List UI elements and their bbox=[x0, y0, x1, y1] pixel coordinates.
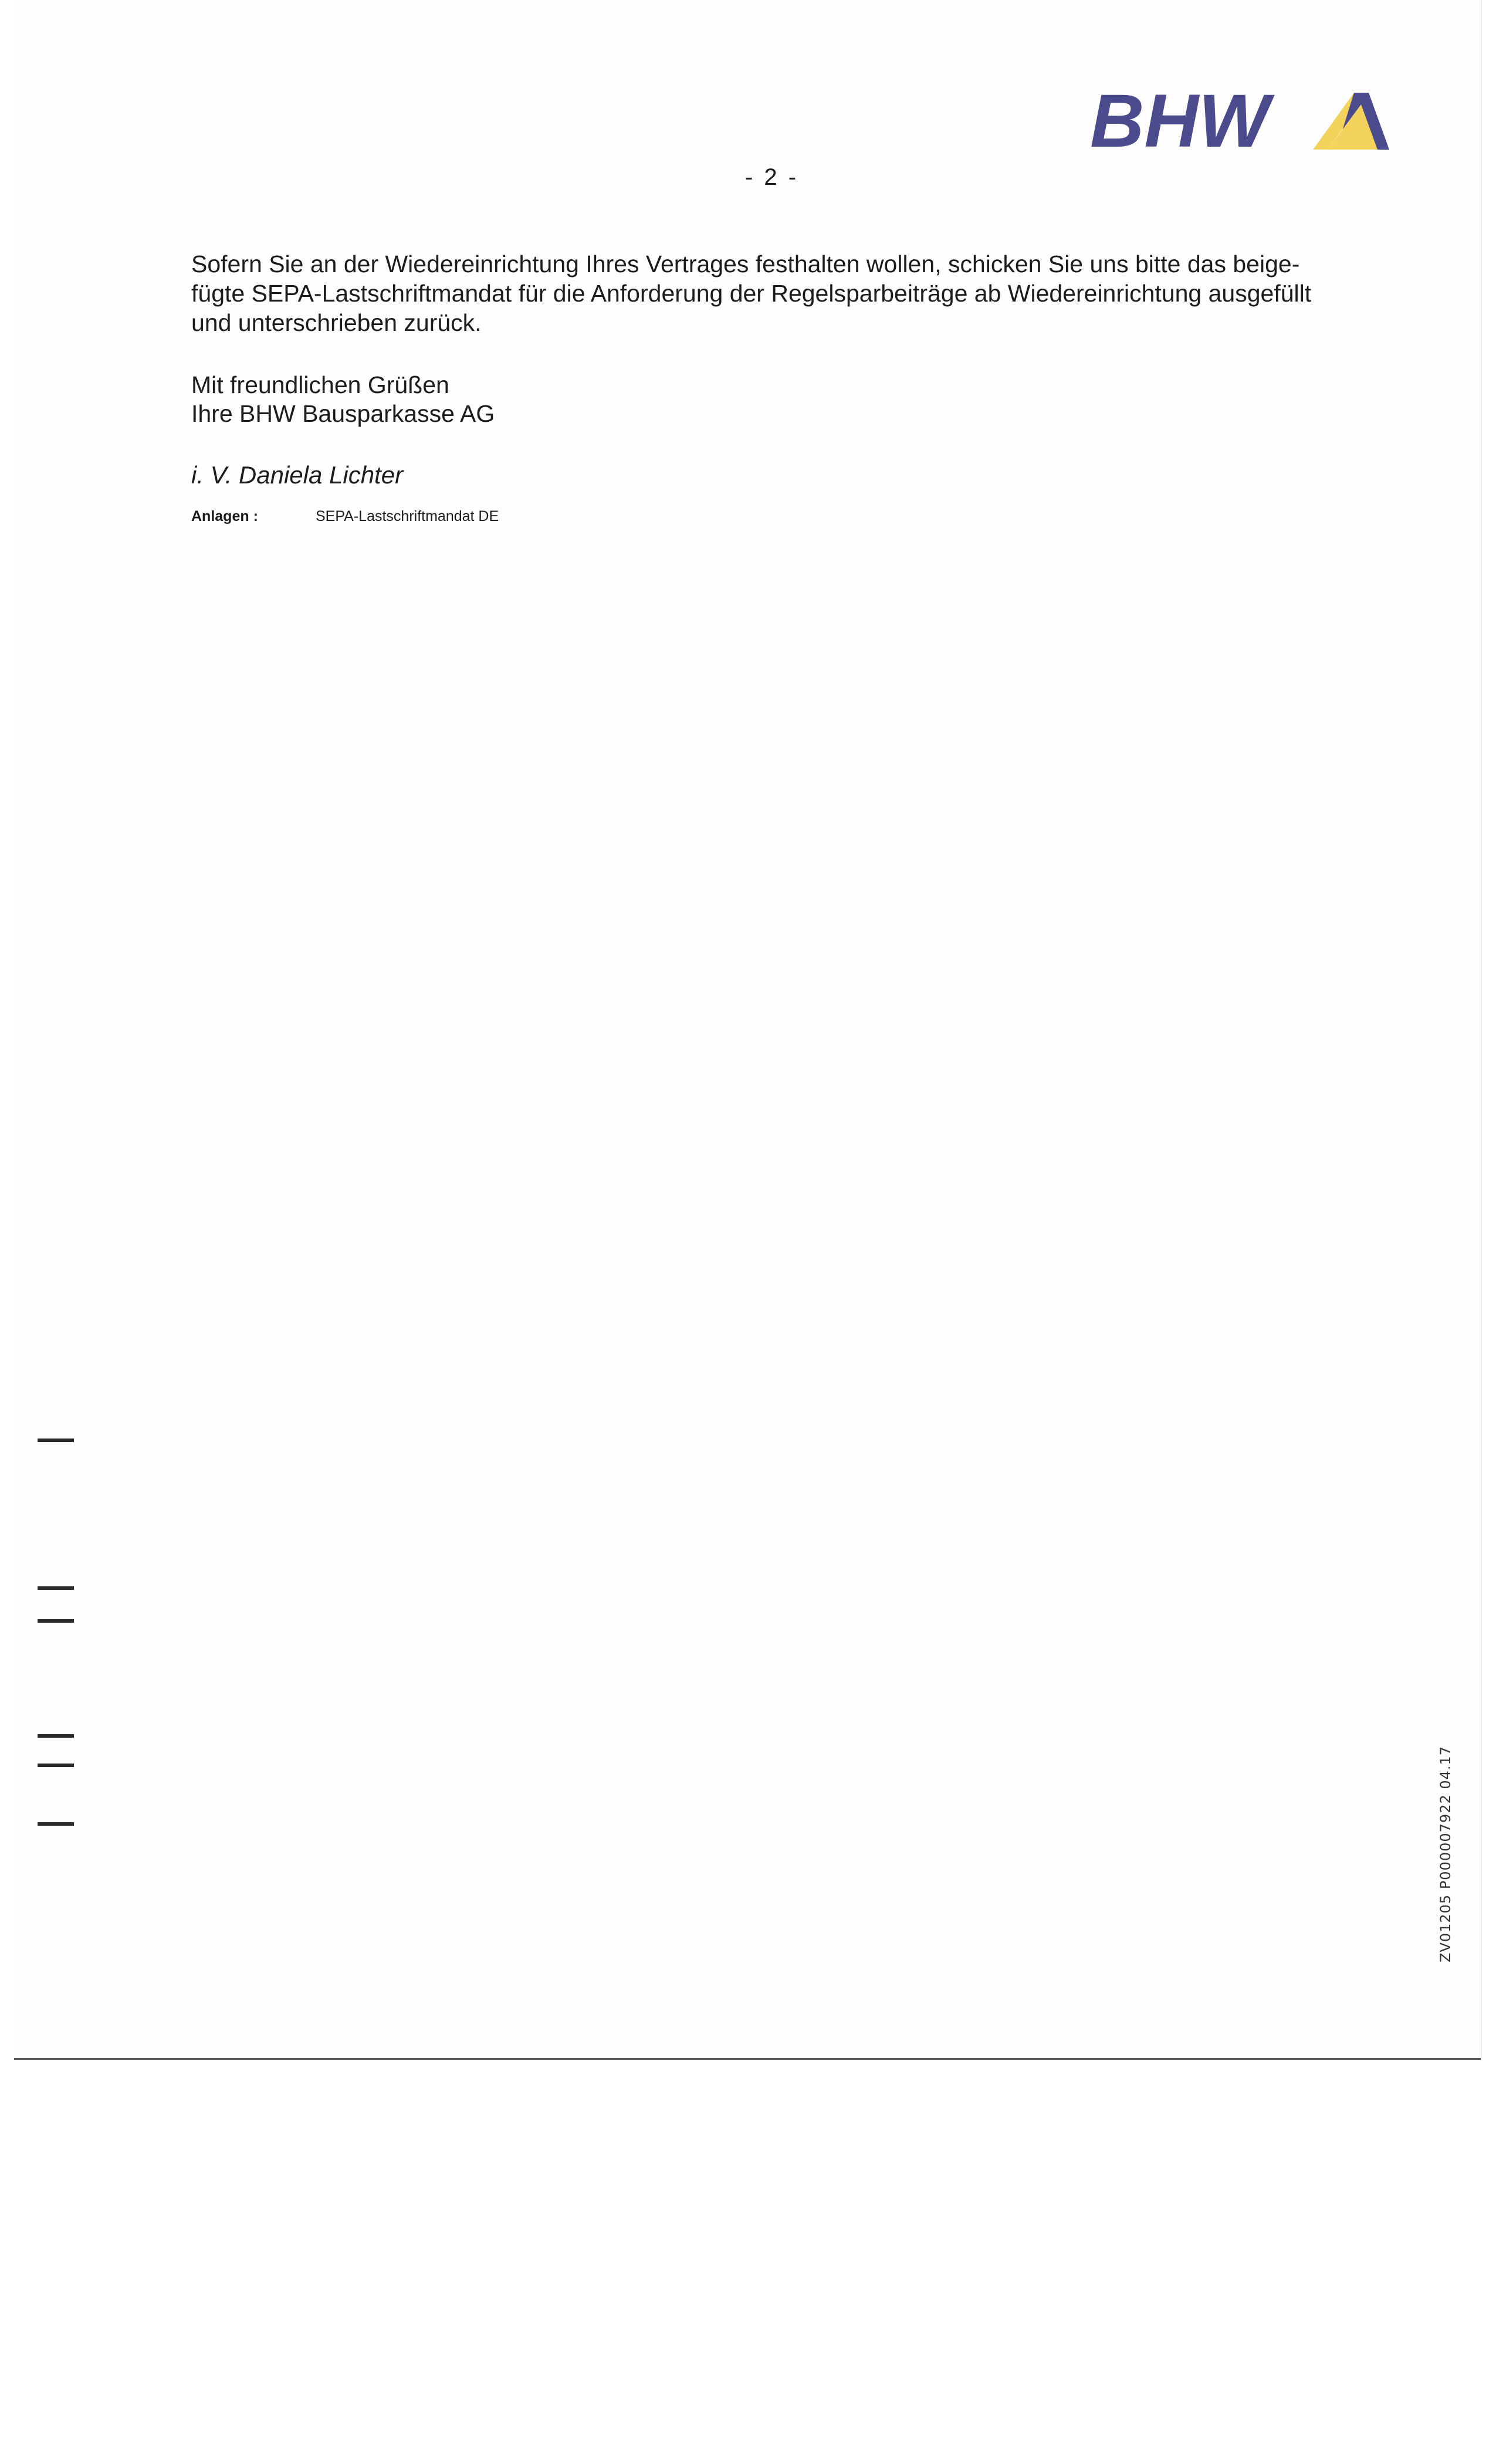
attachments-value: SEPA-Lastschriftmandat DE bbox=[316, 508, 499, 524]
form-code: ZV01205 P000007922 04.17 bbox=[1437, 1745, 1454, 1962]
closing-greeting: Mit freundlichen Grüßen bbox=[191, 371, 449, 398]
letter-body bbox=[191, 249, 1353, 337]
logo-text: BHW bbox=[1090, 88, 1270, 155]
page-bottom-edge bbox=[14, 2058, 1481, 2060]
fold-mark bbox=[38, 1734, 74, 1738]
fold-mark bbox=[38, 1619, 74, 1623]
attachments-label: Anlagen : bbox=[191, 508, 258, 524]
body-line: fügte SEPA-Lastschriftmandat für die Anforderung der Regelsparbeiträge ab Wiedereinrichtung ausgefüllt bbox=[191, 280, 1312, 307]
page-number: - 2 - bbox=[745, 164, 799, 190]
scan-background bbox=[0, 2060, 1496, 2464]
signature: i. V. Daniela Lichter bbox=[191, 461, 404, 489]
fold-mark bbox=[38, 1764, 74, 1767]
fold-mark bbox=[38, 1439, 74, 1442]
closing bbox=[191, 371, 495, 428]
bhw-logo bbox=[1090, 88, 1389, 155]
fold-mark bbox=[38, 1586, 74, 1590]
body-line: Sofern Sie an der Wiedereinrichtung Ihres Vertrages festhalten wollen, schicken Sie uns bitte das beige- bbox=[191, 251, 1300, 277]
attachments bbox=[191, 508, 499, 525]
fold-mark bbox=[38, 1822, 74, 1826]
closing-company: Ihre BHW Bausparkasse AG bbox=[191, 400, 495, 427]
body-line: und unterschrieben zurück. bbox=[191, 309, 482, 336]
